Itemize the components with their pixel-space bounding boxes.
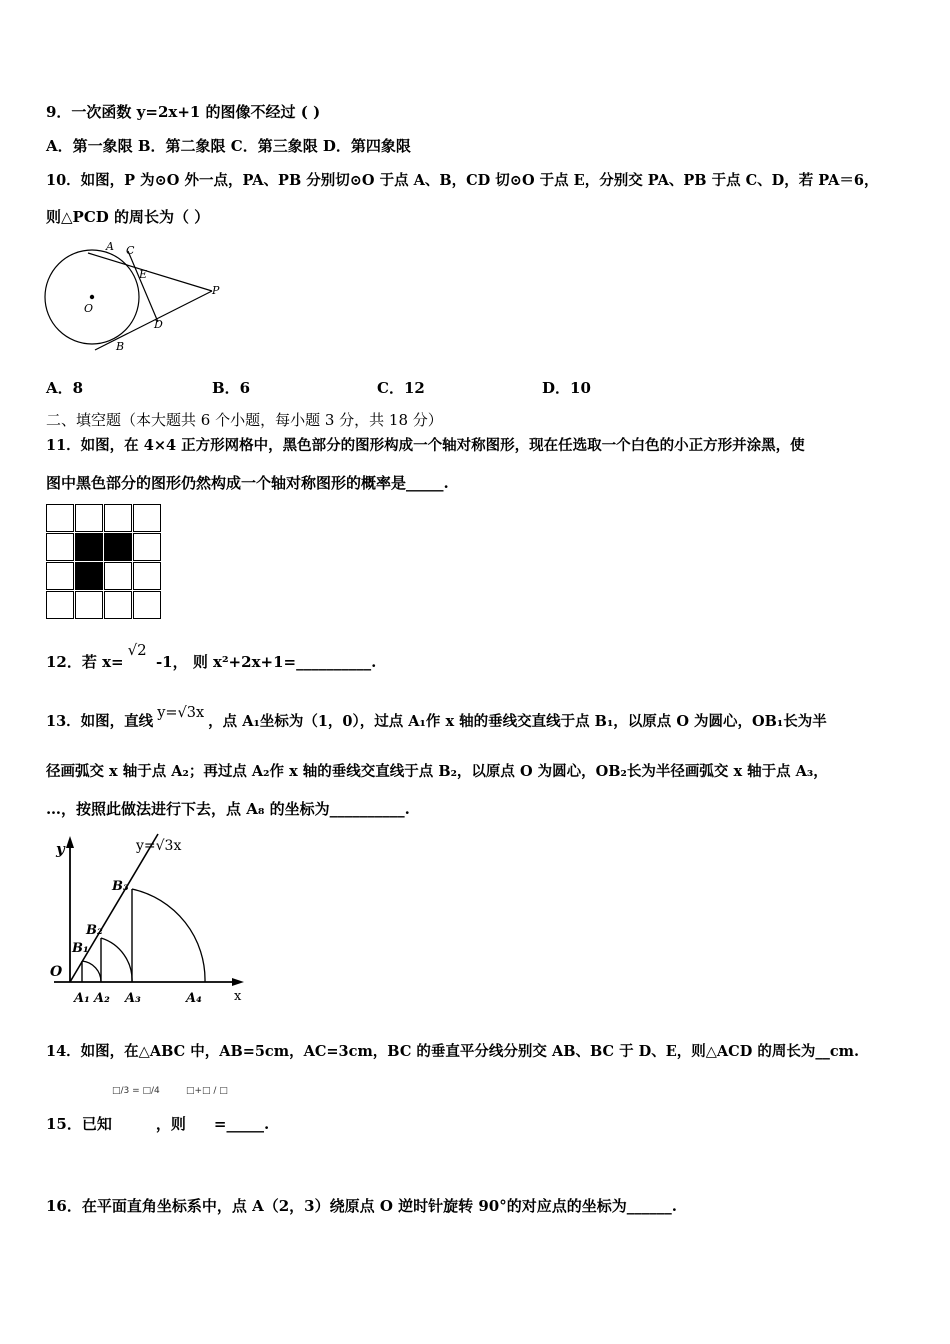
q10-label-p: P xyxy=(212,284,220,297)
grid-cell-black xyxy=(104,533,132,561)
q13-label-a4: A₄ xyxy=(186,991,202,1006)
grid-cell xyxy=(133,591,161,619)
q13-label-equation: y=√3x xyxy=(136,838,182,854)
q12-suffix: -1， 则 x²+2x+1=__________. xyxy=(150,653,377,671)
q11-stem-line1: 11．如图，在 4×4 正方形网格中，黑色部分的图形构成一个轴对称图形，现在任选取一个白色的小正方形并涂黑，使 xyxy=(46,437,805,454)
q13-label-a3: A₃ xyxy=(125,991,141,1006)
grid-cell xyxy=(46,591,74,619)
q10-option-b: B．6 xyxy=(212,379,251,397)
q13-line-equation: y=√3x xyxy=(157,705,205,721)
q10-stem-line1: 10．如图，P 为⊙O 外一点，PA、PB 分别切⊙O 于点 A、B，CD 切⊙O 于点 E，分别交 PA、PB 于点 C、D，若 PA＝6， xyxy=(46,172,879,189)
q12-stem xyxy=(46,641,377,672)
q16-stem: 16．在平面直角坐标系中，点 A（2，3）绕原点 O 逆时针旋转 90°的对应点的坐标为______. xyxy=(46,1197,677,1215)
q15-suffix: =_____. xyxy=(213,1115,270,1133)
grid-cell xyxy=(75,591,103,619)
q15-fraction-equation: □/3 = □/4 xyxy=(112,1086,160,1096)
grid-cell xyxy=(104,591,132,619)
q13-label-b3: B₃ xyxy=(112,879,129,894)
q13-stem-line1 xyxy=(46,705,827,732)
q13-stem-line3: …，按照此做法进行下去，点 A₈ 的坐标为__________. xyxy=(46,800,410,818)
q13-label-b1: B₁ xyxy=(72,941,89,956)
q15-stem xyxy=(46,1114,269,1134)
q15-fraction-expression: □+□ / □ xyxy=(186,1086,228,1096)
q10-option-c: C．12 xyxy=(377,379,425,397)
section-2-heading: 二、填空题（本大题共 6 个小题，每小题 3 分，共 18 分） xyxy=(46,411,443,429)
q10-label-e: E xyxy=(139,268,148,281)
q10-option-a: A．8 xyxy=(46,379,84,397)
q10-stem-line2: 则△PCD 的周长为（ ） xyxy=(46,208,210,226)
q13-label-a1: A₁ xyxy=(74,991,90,1006)
q15-middle: ，则 xyxy=(155,1115,186,1133)
grid-cell xyxy=(46,562,74,590)
q9-stem: 9．一次函数 y=2x+1 的图像不经过 ( ) xyxy=(46,103,321,121)
q14-stem: 14．如图，在△ABC 中，AB=5cm，AC=3cm，BC 的垂直平分线分别交 AB、BC 于 D、E，则△ACD 的周长为__cm. xyxy=(46,1043,860,1060)
grid-cell xyxy=(133,533,161,561)
grid-cell xyxy=(46,533,74,561)
q10-label-c: C xyxy=(126,244,135,257)
q13-label-b2: B₂ xyxy=(86,923,103,938)
q10-circle-tangent-figure xyxy=(40,238,230,356)
q13-stem-line2: 径画弧交 x 轴于点 A₂；再过点 A₂作 x 轴的垂线交直线于点 B₂，以原点 O 为圆心，OB₂长为半径画弧交 x 轴于点 A₃， xyxy=(46,763,828,780)
q13-coordinate-figure xyxy=(46,832,251,1012)
grid-cell xyxy=(46,504,74,532)
grid-cell-black xyxy=(75,533,103,561)
q15-prefix: 15．已知 xyxy=(46,1115,112,1133)
q10-label-o: O xyxy=(84,302,94,315)
q13-suffix: ，点 A₁坐标为（1，0），过点 A₁作 x 轴的垂线交直线于点 B₁，以原点 O 为圆心，OB₁长为半 xyxy=(208,713,827,730)
q13-label-a2: A₂ xyxy=(94,991,110,1006)
q9-options: A．第一象限 B．第二象限 C．第三象限 D．第四象限 xyxy=(46,137,411,155)
q13-label-x: x xyxy=(234,989,242,1004)
q11-stem-line2: 图中黑色部分的图形仍然构成一个轴对称图形的概率是_____. xyxy=(46,474,449,492)
q12-prefix: 12．若 x= xyxy=(46,653,124,671)
grid-cell xyxy=(75,504,103,532)
q13-label-y: y xyxy=(56,840,65,858)
q13-label-o: O xyxy=(50,964,63,980)
grid-cell xyxy=(133,504,161,532)
q12-sqrt: √2 xyxy=(127,641,147,659)
q10-option-d: D．10 xyxy=(542,379,591,397)
q13-prefix: 13．如图，直线 xyxy=(46,713,154,730)
q10-label-a: A xyxy=(106,240,114,253)
q11-grid-figure xyxy=(46,504,166,624)
q10-label-b: B xyxy=(116,340,125,353)
grid-cell xyxy=(133,562,161,590)
q10-label-d: D xyxy=(154,318,163,331)
grid-cell xyxy=(104,562,132,590)
grid-cell-black xyxy=(75,562,103,590)
grid-cell xyxy=(104,504,132,532)
